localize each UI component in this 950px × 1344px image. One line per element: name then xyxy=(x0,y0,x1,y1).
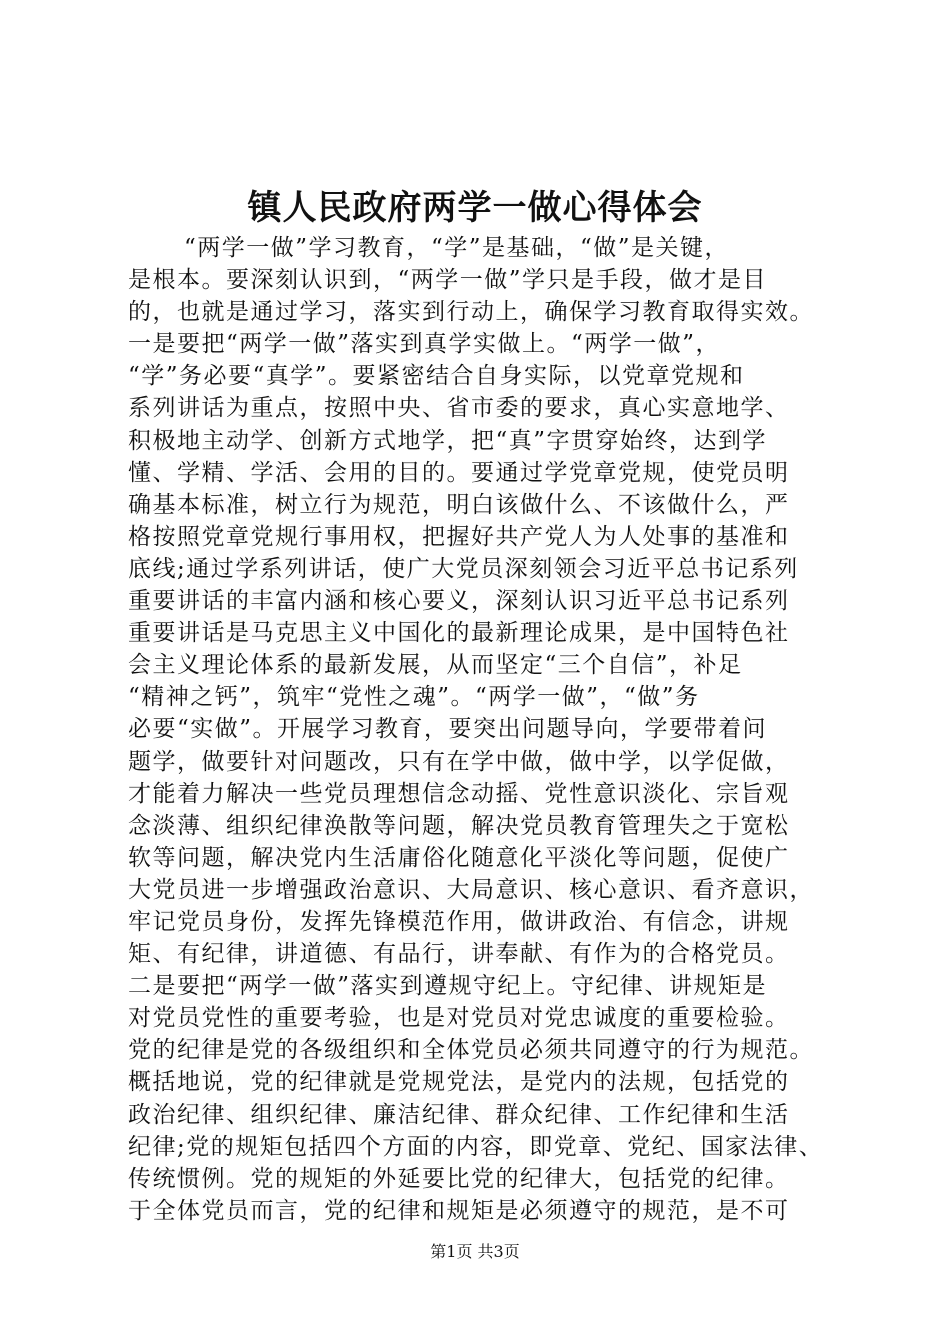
body-text-line: 大党员进一步增强政治意识、大局意识、核心意识、看齐意识， xyxy=(128,876,814,903)
body-text-line: 念淡薄、组织纪律涣散等问题，解决党员教育管理失之于宽松 xyxy=(128,812,790,839)
body-text-line: 重要讲话的丰富内涵和核心要义，深刻认识习近平总书记系列 xyxy=(128,588,790,615)
body-text-line: 矩、有纪律，讲道德、有品行，讲奉献、有作为的合格党员。 xyxy=(128,941,790,968)
body-text-line: 题学，做要针对问题改，只有在学中做，做中学，以学促做， xyxy=(128,748,790,775)
document-body xyxy=(128,232,868,1227)
body-text-line: 传统惯例。党的规矩的外延要比党的纪律大，包括党的纪律。 xyxy=(128,1165,790,1192)
body-text-line: 党的纪律是党的各级组织和全体党员必须共同遵守的行为规范。 xyxy=(128,1037,814,1064)
body-text-line: 概括地说，党的纪律就是党规党法，是党内的法规，包括党的 xyxy=(128,1069,790,1096)
body-text-line: 底线;通过学系列讲话，使广大党员深刻领会习近平总书记系列 xyxy=(128,555,799,582)
body-text-line: 对党员党性的重要考验，也是对党员对党忠诚度的重要检验。 xyxy=(128,1005,790,1032)
document-title: 镇人民政府两学一做心得体会 xyxy=(247,188,703,228)
body-text-line: 软等问题，解决党内生活庸俗化随意化平淡化等问题，促使广 xyxy=(128,844,790,871)
body-text-line: 于全体党员而言，党的纪律和规矩是必须遵守的规范，是不可 xyxy=(128,1197,790,1224)
body-text-line: “学”务必要“真学”。要紧密结合自身实际，以党章党规和 xyxy=(128,363,745,390)
body-text-line: 才能着力解决一些党员理想信念动摇、党性意识淡化、宗旨观 xyxy=(128,780,790,807)
body-text-line: 懂、学精、学活、会用的目的。要通过学党章党规，使党员明 xyxy=(128,459,790,486)
body-text-line: 会主义理论体系的最新发展，从而坚定“三个自信”，补足 xyxy=(128,652,743,679)
body-text-line: “两学一做”学习教育，“学”是基础，“做”是关键， xyxy=(184,235,730,261)
body-text-line: 的，也就是通过学习，落实到行动上，确保学习教育取得实效。 xyxy=(128,299,814,326)
body-text-line: 系列讲话为重点，按照中央、省市委的要求，真心实意地学、 xyxy=(128,395,790,422)
body-text-line: 牢记党员身份，发挥先锋模范作用，做讲政治、有信念，讲规 xyxy=(128,908,790,935)
body-text-line: 重要讲话是马克思主义中国化的最新理论成果，是中国特色社 xyxy=(128,620,790,647)
body-text-line: 纪律;党的规矩包括四个方面的内容，即党章、党纪、国家法律、 xyxy=(128,1133,824,1160)
body-text-line: 积极地主动学、创新方式地学，把“真”字贯穿始终，达到学 xyxy=(128,427,768,454)
body-text-line: 格按照党章党规行事用权，把握好共产党人为人处事的基准和 xyxy=(128,523,790,550)
body-text-line: 一是要把“两学一做”落实到真学实做上。“两学一做”， xyxy=(128,331,721,358)
body-text-line: “精神之钙”，筑牢“党性之魂”。“两学一做”，“做”务 xyxy=(128,684,700,711)
body-text-line: 确基本标准，树立行为规范，明白该做什么、不该做什么，严 xyxy=(128,491,790,518)
body-text-line: 必要“实做”。开展学习教育，要突出问题导向，学要带着问 xyxy=(128,716,768,743)
body-text-line: 是根本。要深刻认识到，“两学一做”学只是手段，做才是目 xyxy=(128,267,768,294)
body-text-line: 政治纪律、组织纪律、廉洁纪律、群众纪律、工作纪律和生活 xyxy=(128,1101,790,1128)
page-number: 第1页 共3页 xyxy=(430,1242,520,1261)
body-text-line: 二是要把“两学一做”落实到遵规守纪上。守纪律、讲规矩是 xyxy=(128,973,768,1000)
